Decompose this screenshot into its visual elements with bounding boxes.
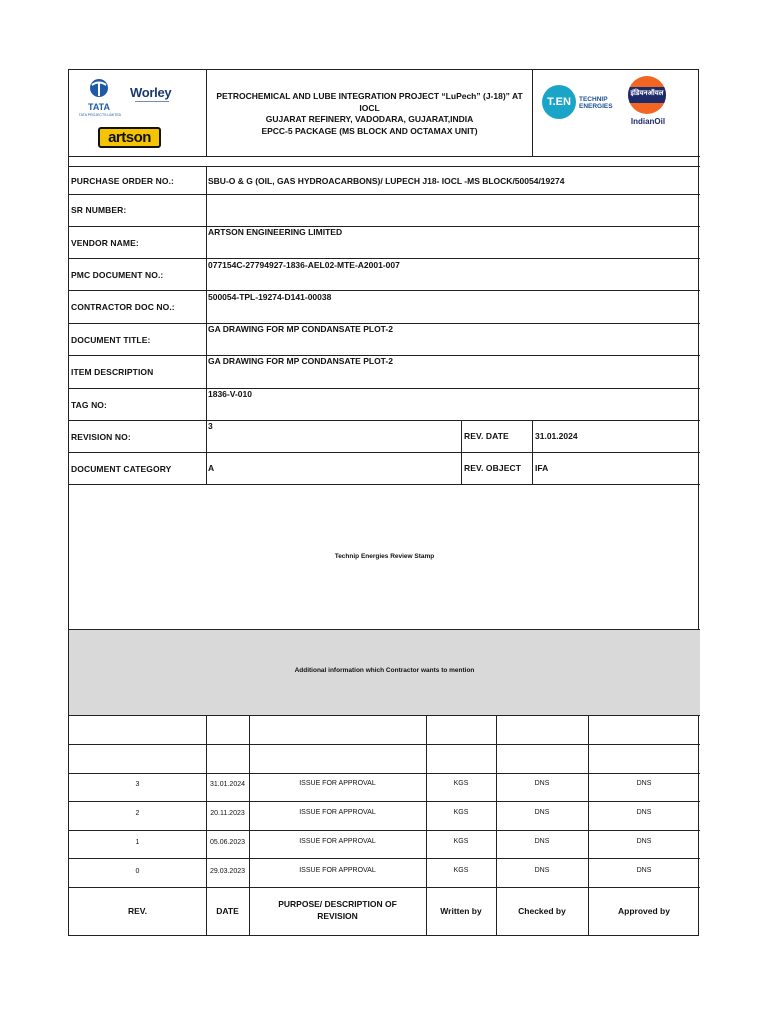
purpose-header	[249, 899, 426, 922]
sr-label: SR NUMBER:	[71, 205, 127, 215]
project-title-line-1: PETROCHEMICAL AND LUBE INTEGRATION PROJECT “LuPech” (J-18)” AT	[216, 91, 523, 101]
worley-underline	[135, 101, 169, 102]
title-value: GA DRAWING FOR MP CONDANSATE PLOT-2	[208, 324, 393, 334]
rev-cell: 0	[135, 868, 140, 875]
ten-wordmark: T.EN	[547, 96, 571, 108]
project-title-line-4: EPCC-5 PACKAGE (MS BLOCK AND OCTAMAX UNIT)	[261, 125, 478, 136]
pmc-value: 077154C-27794927-1836-AEL02-MTE-A2001-007	[208, 260, 400, 270]
indianoil-hindi-text: इंडियनऑयल	[630, 89, 664, 97]
revision-label: REVISION NO:	[71, 432, 131, 442]
checked-cell: DNS	[534, 838, 550, 845]
date-cell: 05.06.2023	[209, 839, 246, 846]
pmc-label: PMC DOCUMENT NO.:	[71, 270, 164, 280]
date-cell: 29.03.2023	[209, 868, 246, 875]
po-value: SBU-O & G (OIL, GAS HYDROACARBONS)/ LUPECH J18- IOCL -MS BLOCK/50054/19274	[208, 176, 565, 186]
indianoil-wordmark: IndianOil	[630, 117, 666, 126]
title-label: DOCUMENT TITLE:	[71, 335, 151, 345]
date-header: DATE	[216, 906, 239, 916]
additional-info-text: Additional information which Contractor wants to mention	[294, 667, 475, 674]
project-title-line-2: IOCL	[359, 102, 380, 113]
artson-logo	[98, 127, 161, 148]
checked-cell: DNS	[534, 809, 550, 816]
category-label: DOCUMENT CATEGORY	[71, 464, 172, 474]
artson-wordmark: artson	[108, 129, 151, 146]
written-cell: KGS	[453, 780, 469, 787]
contractor-label: CONTRACTOR DOC NO.:	[71, 302, 175, 312]
review-stamp-area	[69, 485, 700, 629]
date-cell: 20.11.2023	[210, 810, 245, 817]
technip-text: TECHNIP	[579, 96, 608, 103]
indianoil-emblem-icon	[628, 76, 666, 114]
item-label: ITEM DESCRIPTION	[71, 367, 154, 377]
project-title	[207, 91, 532, 137]
purpose-header-line-1: PURPOSE/ DESCRIPTION OF	[278, 899, 397, 909]
purpose-header-line-2: REVISION	[317, 910, 358, 921]
approved-cell: DNS	[636, 838, 652, 845]
contractor-value: 500054-TPL-19274-D141-00038	[208, 292, 332, 302]
vendor-label: VENDOR NAME:	[71, 238, 139, 248]
date-cell: 31.01.2024	[209, 781, 246, 788]
tag-value: 1836-V-010	[208, 389, 252, 399]
tata-emblem-icon	[79, 78, 119, 104]
indianoil-logo	[625, 76, 671, 136]
checked-cell: DNS	[534, 780, 550, 787]
rev-date-value: 31.01.2024	[535, 431, 578, 441]
rev-cell: 1	[135, 839, 140, 846]
rev-date-label: REV. DATE	[464, 431, 509, 441]
rev-object-label: REV. OBJECT	[464, 463, 521, 473]
tag-label: TAG NO:	[71, 400, 107, 410]
rev-object-value: IFA	[535, 463, 549, 473]
checked-cell: DNS	[534, 867, 550, 874]
purpose-cell: ISSUE FOR APPROVAL	[299, 809, 376, 816]
revision-value: 3	[208, 421, 213, 431]
rev-cell: 2	[135, 810, 140, 817]
approved-header: Approved by	[618, 906, 670, 916]
checked-header: Checked by	[518, 906, 566, 916]
ten-circle-icon	[542, 85, 576, 119]
po-label: PURCHASE ORDER NO.:	[71, 176, 174, 186]
rev-header: REV.	[127, 906, 148, 916]
approved-cell: DNS	[636, 867, 652, 874]
written-header: Written by	[440, 906, 482, 916]
item-value: GA DRAWING FOR MP CONDANSATE PLOT-2	[208, 356, 393, 366]
purpose-cell: ISSUE FOR APPROVAL	[299, 838, 376, 845]
written-cell: KGS	[453, 809, 469, 816]
vendor-value: ARTSON ENGINEERING LIMITED	[208, 227, 343, 237]
worley-logo: Worley	[130, 85, 172, 100]
review-stamp-text: Technip Energies Review Stamp	[334, 553, 435, 560]
approved-cell: DNS	[636, 809, 652, 816]
technip-energies-logo	[542, 85, 617, 127]
written-cell: KGS	[453, 838, 469, 845]
additional-info-band	[69, 630, 700, 715]
category-value: A	[208, 463, 215, 473]
approved-cell: DNS	[636, 780, 652, 787]
rev-cell: 3	[135, 781, 140, 788]
purpose-cell: ISSUE FOR APPROVAL	[299, 867, 376, 874]
tata-subtitle: TATA PROJECTS LIMITED	[78, 113, 122, 117]
tata-wordmark: TATA	[88, 102, 110, 112]
purpose-cell: ISSUE FOR APPROVAL	[299, 780, 376, 787]
tata-logo	[78, 78, 122, 120]
written-cell: KGS	[453, 867, 469, 874]
document-cover-sheet	[68, 69, 699, 936]
energies-text: ENERGIES	[579, 103, 613, 110]
project-title-line-3: GUJARAT REFINERY, VADODARA, GUJARAT,INDIA	[265, 114, 474, 124]
